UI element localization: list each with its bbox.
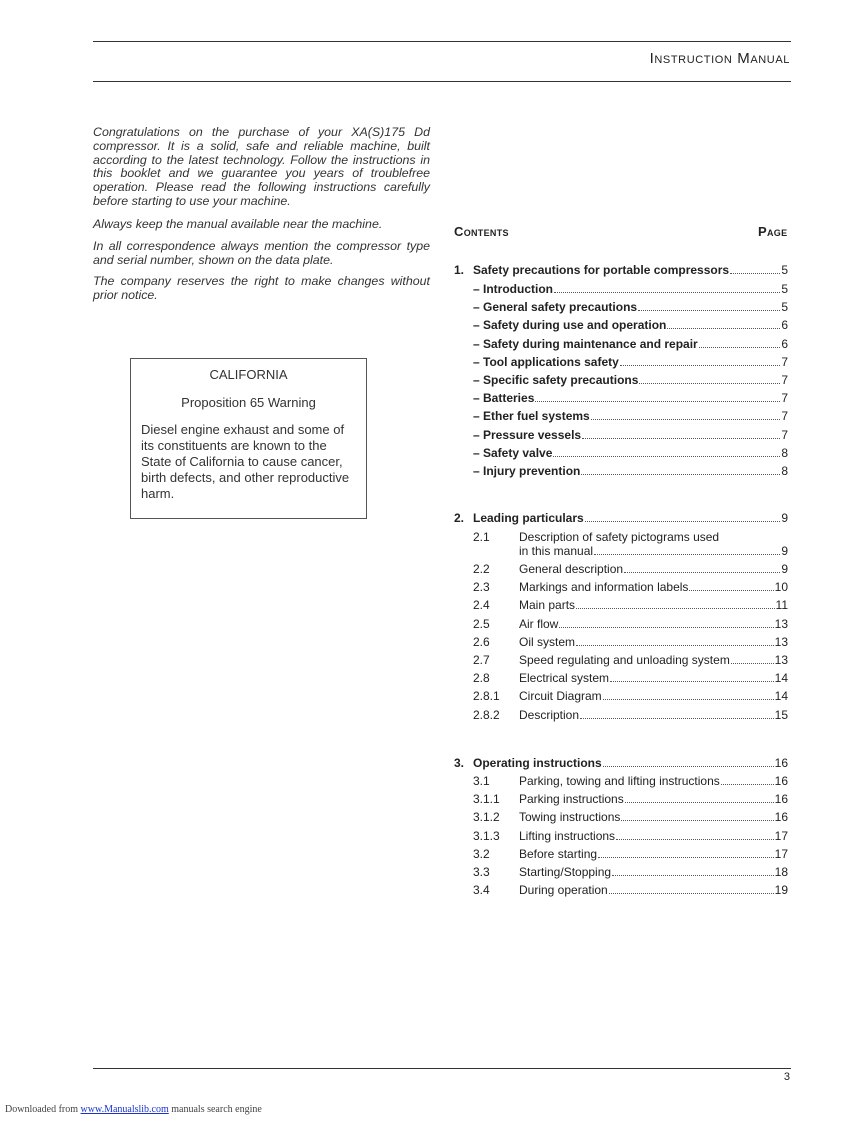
toc-entry-number: 2.8.2: [473, 707, 500, 722]
toc-entry-label: – Safety during maintenance and repair: [473, 336, 698, 351]
toc-leader-dots: [721, 784, 774, 785]
toc-leader-dots: [535, 401, 780, 402]
toc-entry-number: 3.1: [473, 774, 490, 788]
toc-page-number: 7: [781, 409, 788, 424]
toc-entry-label: Parking, towing and lifting instructions: [519, 774, 720, 788]
toc-leader-dots: [639, 383, 780, 384]
toc-leader-dots: [585, 521, 781, 522]
toc-entry-label-line1: Description of safety pictograms used: [519, 530, 720, 544]
toc-subsection-3-3[interactable]: [473, 865, 788, 880]
toc-page-number: 7: [781, 354, 788, 369]
toc-leader-dots: [620, 365, 781, 366]
toc-subsection-1-3[interactable]: [473, 318, 788, 333]
toc-entry-label: During operation: [519, 883, 608, 898]
toc-entry-label: Markings and information labels: [519, 580, 689, 595]
toc-leader-dots: [638, 310, 780, 311]
toc-leader-dots: [624, 572, 780, 573]
toc-leader-dots: [730, 273, 780, 274]
toc-subsection-3-4[interactable]: [473, 883, 788, 898]
toc-section-1[interactable]: [454, 263, 788, 278]
toc-leader-dots: [699, 347, 781, 348]
toc-leader-dots: [553, 456, 780, 457]
toc-section-3[interactable]: [454, 756, 788, 771]
download-footer: [5, 1104, 262, 1115]
toc-page-number: 8: [781, 464, 788, 478]
toc-page-number: 8: [781, 445, 788, 460]
toc-page-number: 5: [781, 263, 788, 277]
toc-page-number: 16: [774, 810, 788, 825]
toc-entry-label: Air flow: [519, 616, 559, 631]
toc-leader-dots: [616, 839, 774, 840]
toc-page-number: 7: [781, 427, 788, 442]
toc-entry-label: Oil system: [519, 634, 576, 649]
toc-entry-label: Electrical system: [519, 671, 610, 686]
toc-leader-dots: [612, 875, 774, 876]
toc-leader-dots: [582, 438, 780, 439]
toc-page-number: 15: [774, 707, 788, 722]
toc-page-number: 16: [774, 792, 788, 807]
toc-page-number: 19: [774, 883, 788, 898]
toc-subsection-1-10[interactable]: [473, 446, 788, 461]
toc-subsection-3-1[interactable]: [473, 774, 788, 789]
intro-paragraph-4: The company reserves the right to make changes without prior notice.: [93, 274, 430, 302]
toc-subsection-1-2[interactable]: [473, 300, 788, 315]
toc-entry-number: 2.5: [473, 616, 490, 631]
toc-subsection-3-1-3[interactable]: [473, 829, 788, 844]
toc-leader-dots: [559, 627, 773, 628]
toc-leader-dots: [554, 292, 780, 293]
toc-entry-label: Description: [519, 707, 580, 722]
toc-subsection-2-3[interactable]: [473, 580, 788, 595]
toc-entry-number: 3.2: [473, 846, 490, 861]
toc-section-label: Operating instructions: [473, 756, 602, 770]
toc-subsection-1-5[interactable]: [473, 355, 788, 370]
prop65-warning-box: [130, 358, 367, 519]
footer-suffix: manuals search engine: [171, 1104, 262, 1115]
toc-page-number: 7: [781, 373, 788, 387]
intro-paragraph-3: In all correspondence always mention the compressor type and serial number, shown on the data plate.: [93, 239, 430, 267]
toc-entry-label: – Pressure vessels: [473, 427, 582, 442]
toc-subsection-1-11[interactable]: [473, 464, 788, 479]
toc-leader-dots: [621, 820, 773, 821]
toc-entry-number: 2.8: [473, 671, 490, 686]
toc-entry-label: – Injury prevention: [473, 464, 581, 478]
toc-subsection-1-8[interactable]: [473, 409, 788, 424]
toc-subsection-3-1-2[interactable]: [473, 810, 788, 825]
toc-leader-dots: [576, 608, 775, 609]
toc-leader-dots: [603, 699, 774, 700]
toc-page-number: 14: [774, 689, 788, 704]
toc-page-number: 11: [775, 598, 788, 613]
toc-entry-2-1[interactable]: [519, 544, 788, 559]
toc-leader-dots: [689, 590, 773, 591]
page-column-heading: Page: [758, 224, 788, 239]
toc-section-number: 2.: [454, 511, 465, 525]
warning-body: Diesel engine exhaust and some of its constituents are known to the State of California to cause cancer, birth defects, and other reproductive harm.: [141, 422, 350, 501]
toc-entry-label: Speed regulating and unloading system: [519, 653, 730, 667]
toc-entry-label: – Batteries: [473, 391, 535, 406]
warning-subtitle: Proposition 65 Warning: [181, 395, 316, 410]
toc-entry-label: Main parts: [519, 598, 576, 613]
toc-page-number: 9: [781, 544, 788, 558]
toc-leader-dots: [576, 645, 774, 646]
toc-entry-number: 2.8.1: [473, 689, 500, 704]
footer-rule: [93, 1068, 791, 1069]
toc-entry-number: 3.3: [473, 865, 490, 879]
toc-subsection-2-8-1[interactable]: [473, 689, 788, 704]
toc-subsection-1-7[interactable]: [473, 391, 788, 406]
toc-leader-dots: [625, 802, 774, 803]
toc-subsection-2-6[interactable]: [473, 635, 788, 650]
toc-entry-label-line2: in this manual: [519, 544, 594, 558]
warning-title: CALIFORNIA: [209, 367, 288, 382]
toc-page-number: 14: [774, 671, 788, 686]
toc-subsection-1-1[interactable]: [473, 282, 788, 297]
intro-paragraph-1: Congratulations on the purchase of your XA(S)175 Dd compressor. It is a solid, safe and reliable machine, built according to the latest technology. Follow the instructions in this booklet and we guarantee you years of troublefree operation. Please read the following instructions carefully before starting to use your machine.: [93, 125, 430, 208]
toc-page-number: 18: [774, 865, 788, 879]
toc-subsection-3-1-1[interactable]: [473, 792, 788, 807]
toc-entry-number: 2.3: [473, 580, 490, 595]
toc-entry-number: 2.7: [473, 653, 490, 667]
toc-leader-dots: [731, 663, 774, 664]
toc-page-number: 6: [781, 318, 788, 333]
toc-subsection-3-2[interactable]: [473, 847, 788, 862]
toc-entry-label: Lifting instructions: [519, 828, 616, 843]
toc-subsection-2-4[interactable]: [473, 598, 788, 613]
toc-subsection-2-7[interactable]: [473, 653, 788, 668]
toc-entry-label: – General safety precautions: [473, 300, 638, 315]
toc-page-number: 10: [774, 580, 788, 595]
toc-entry-label: – Safety valve: [473, 445, 553, 460]
toc-entry-number: 3.1.2: [473, 810, 500, 825]
toc-entry-label: – Introduction: [473, 282, 553, 296]
toc-subsection-1-6[interactable]: [473, 373, 788, 388]
toc-entry-number: 3.1.3: [473, 828, 500, 843]
toc-leader-dots: [580, 718, 774, 719]
toc-page-number: 5: [781, 300, 788, 315]
toc-entry-number: 2.1: [473, 530, 490, 544]
toc-subsection-1-4[interactable]: [473, 337, 788, 352]
page-number: 3: [783, 1071, 790, 1083]
top-rule: [93, 41, 791, 42]
toc-entry-number: 2.4: [473, 598, 490, 613]
toc-leader-dots: [594, 554, 780, 555]
toc-page-number: 16: [774, 756, 788, 770]
toc-section-2[interactable]: [454, 511, 788, 526]
toc-entry-number: 2.2: [473, 562, 490, 576]
toc-page-number: 17: [774, 828, 788, 843]
toc-subsection-2-2[interactable]: [473, 562, 788, 577]
toc-leader-dots: [609, 893, 774, 894]
toc-leader-dots: [603, 766, 774, 767]
toc-leader-dots: [667, 328, 780, 329]
toc-page-number: 16: [774, 774, 788, 788]
toc-leader-dots: [581, 474, 780, 475]
toc-leader-dots: [610, 681, 774, 682]
contents-heading: Contents: [454, 224, 509, 239]
toc-page-number: 9: [781, 511, 788, 525]
toc-entry-label: Towing instructions: [519, 810, 621, 825]
toc-entry-label: Circuit Diagram: [519, 689, 602, 704]
toc-entry-label: – Tool applications safety: [473, 354, 619, 369]
toc-subsection-2-5[interactable]: [473, 617, 788, 632]
toc-leader-dots: [591, 419, 781, 420]
toc-entry-number: 2.6: [473, 634, 490, 649]
manualslib-link[interactable]: www.Manualslib.com: [80, 1104, 169, 1115]
toc-entry-label: Starting/Stopping: [519, 865, 612, 879]
toc-section-label: Safety precautions for portable compressors: [473, 263, 730, 277]
toc-subsection-2-8[interactable]: [473, 671, 788, 686]
toc-page-number: 13: [774, 634, 788, 649]
toc-section-label: Leading particulars: [473, 511, 584, 525]
intro-paragraph-2: Always keep the manual available near the machine.: [93, 217, 383, 231]
toc-subsection-1-9[interactable]: [473, 428, 788, 443]
toc-entry-label: General description: [519, 562, 624, 576]
toc-page-number: 5: [781, 282, 788, 296]
toc-leader-dots: [598, 857, 774, 858]
toc-page-number: 9: [781, 562, 788, 576]
toc-entry-number: 3.1.1: [473, 792, 500, 807]
footer-prefix: Downloaded from: [5, 1104, 79, 1115]
toc-entry-label: – Specific safety precautions: [473, 373, 639, 387]
toc-subsection-2-8-2[interactable]: [473, 708, 788, 723]
toc-page-number: 6: [781, 336, 788, 351]
toc-page-number: 13: [774, 653, 788, 667]
toc-entry-label: Parking instructions: [519, 792, 624, 807]
toc-entry-number: 3.4: [473, 883, 490, 898]
toc-entry-label: – Safety during use and operation: [473, 318, 667, 333]
toc-entry-label: Before starting: [519, 846, 598, 861]
toc-page-number: 17: [774, 846, 788, 861]
toc-section-number: 3.: [454, 756, 465, 770]
header-rule: [93, 81, 791, 82]
toc-page-number: 7: [781, 391, 788, 406]
header-title: Instruction Manual: [649, 50, 790, 67]
toc-entry-label: – Ether fuel systems: [473, 409, 590, 424]
toc-page-number: 13: [774, 616, 788, 631]
toc-section-number: 1.: [454, 263, 465, 277]
